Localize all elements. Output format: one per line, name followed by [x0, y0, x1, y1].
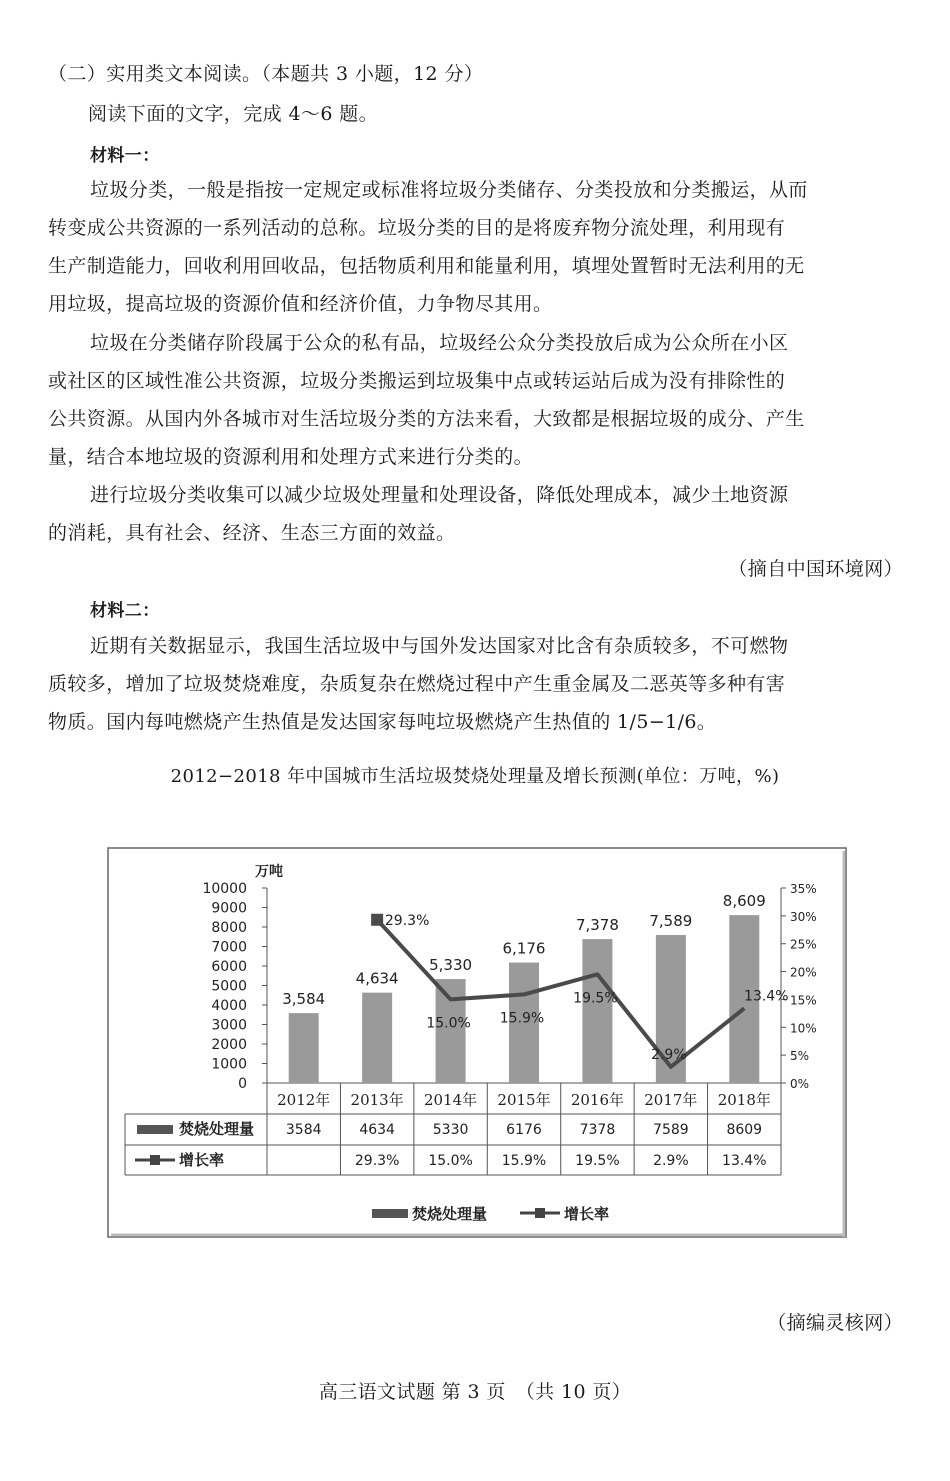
material1-source: （摘自中国环境网）: [728, 558, 903, 580]
material1-line: 转变成公共资源的一系列活动的总称。垃圾分类的目的是将废弃物分流处理，利用现有: [48, 217, 786, 239]
material2-label: 材料二：: [90, 601, 160, 621]
table-cell: 5330: [432, 1122, 469, 1138]
material1-line: 或社区的区域性准公共资源，垃圾分类搬运到垃圾集中点或转运站后成为没有排除性的: [48, 370, 786, 392]
page-footer: 高三语文试题 第 3 页 （共 10 页）: [318, 1381, 632, 1403]
material2-line: 近期有关数据显示，我国生活垃圾中与国外发达国家对比含有杂质较多，不可燃物: [90, 635, 789, 657]
table-cell: 15.9%: [501, 1153, 547, 1169]
table-cell: 13.4%: [722, 1153, 767, 1169]
table-cell: 8609: [726, 1122, 763, 1138]
material1-line: 量，结合本地垃圾的资源利用和处理方式来进行分类的。: [48, 446, 534, 468]
right-axis-tick-label: 30%: [790, 909, 817, 924]
table-cell: 3584: [285, 1122, 322, 1138]
section-heading: （二）实用类文本阅读。（本题共 3 小题，12 分）: [48, 63, 484, 85]
category-label: 2018年: [717, 1091, 771, 1109]
legend-line-marker: [535, 1208, 545, 1218]
table-cell: 7378: [579, 1122, 616, 1138]
material1-line: 垃圾在分类储存阶段属于公众的私有品，垃圾经公众分类投放后成为公众所在小区: [90, 332, 789, 354]
left-axis-tick-label: 0: [238, 1076, 247, 1092]
right-axis-tick-label: 5%: [790, 1049, 810, 1064]
left-axis-tick-label: 6000: [211, 959, 247, 975]
table-cell: 7589: [653, 1122, 689, 1138]
category-label: 2017年: [644, 1091, 698, 1109]
material1-line: 垃圾分类，一般是指按一定规定或标准将垃圾分类储存、分类投放和分类搬运，从而: [90, 179, 808, 201]
material1-line: 公共资源。从国内外各城市对生活垃圾分类的方法来看，大致都是根据垃圾的成分、产生: [48, 408, 805, 430]
left-axis-tick-label: 5000: [211, 978, 247, 995]
right-axis-tick-label: 35%: [790, 882, 817, 896]
bar-data-label: 5,330: [429, 956, 473, 975]
left-axis-tick-label: 4000: [211, 998, 247, 1014]
left-axis-tick-label: 2000: [211, 1037, 247, 1053]
material1-line: 生产制造能力，回收利用回收品，包括物质利用和能量利用，填埋处置暂时无法利用的无: [48, 255, 805, 277]
growth-data-label: 13.4%: [744, 988, 789, 1005]
bar: [289, 1013, 319, 1083]
material1-line: 用垃圾，提高垃圾的资源价值和经济价值，力争物尽其用。: [48, 293, 553, 315]
table-cell: 2.9%: [653, 1153, 689, 1169]
left-axis-tick-label: 1000: [211, 1056, 247, 1073]
bar: [582, 939, 612, 1083]
left-axis-tick-label: 7000: [211, 939, 247, 956]
left-axis-tick-label: 9000: [211, 900, 247, 917]
material1-label: 材料一：: [90, 146, 160, 166]
bar-data-label: 8,609: [722, 892, 766, 911]
table-row-legend: 增长率: [179, 1151, 225, 1169]
growth-data-label: 29.3%: [384, 912, 430, 929]
growth-data-label: 15.9%: [499, 1010, 545, 1027]
left-axis-label: 万吨: [255, 864, 283, 880]
material1-line: 的消耗，具有社会、经济、生态三方面的效益。: [48, 522, 456, 544]
instruction: 阅读下面的文字，完成 4～6 题。: [88, 103, 379, 125]
category-label: 2016年: [570, 1091, 625, 1109]
table-cell: 15.0%: [428, 1153, 473, 1169]
growth-marker: [371, 914, 383, 926]
growth-data-label: 2.9%: [651, 1046, 687, 1063]
bar: [362, 993, 392, 1083]
category-label: 2013年: [350, 1091, 404, 1109]
table-cell: 29.3%: [354, 1153, 400, 1169]
left-axis-tick-label: 3000: [211, 1017, 247, 1034]
material2-line: 物质。国内每吨燃烧产生热值是发达国家每吨垃圾燃烧产生热值的 1/5−1/6。: [48, 711, 717, 733]
chart-svg: [107, 847, 847, 1238]
table-legend-bar-swatch: [137, 1125, 173, 1134]
bar-data-label: 4,634: [355, 969, 399, 988]
legend-line-label: 增长率: [564, 1205, 610, 1223]
bar-data-label: 6,176: [502, 939, 546, 958]
table-cell: 19.5%: [575, 1153, 620, 1169]
right-axis-tick-label: 25%: [790, 937, 817, 952]
left-axis-tick-label: 10000: [202, 881, 247, 897]
growth-data-label: 19.5%: [573, 990, 618, 1007]
right-axis-tick-label: 10%: [790, 1021, 817, 1036]
bar-data-label: 7,589: [649, 912, 693, 931]
category-label: 2014年: [423, 1091, 478, 1109]
table-cell: 4634: [359, 1122, 395, 1138]
legend-bar-label: 焚烧处理量: [412, 1205, 488, 1223]
bar-data-label: 3,584: [282, 990, 326, 1009]
growth-data-label: 15.0%: [426, 1015, 471, 1032]
table-legend-line-marker: [150, 1155, 160, 1165]
left-axis-tick-label: 8000: [211, 920, 247, 936]
category-label: 2012年: [277, 1091, 331, 1109]
material2-line: 质较多，增加了垃圾焚烧难度，杂质复杂在燃烧过程中产生重金属及二恶英等多种有害: [48, 673, 786, 695]
legend-bar-swatch: [372, 1209, 408, 1218]
material2-source: （摘编灵核网）: [767, 1312, 903, 1334]
chart: [107, 847, 847, 1238]
right-axis-tick-label: 20%: [790, 965, 817, 980]
bar-data-label: 7,378: [575, 916, 619, 935]
table-row-legend: 焚烧处理量: [179, 1120, 255, 1138]
chart-title: 2012−2018 年中国城市生活垃圾焚烧处理量及增长预测(单位：万吨，%): [170, 766, 780, 787]
category-label: 2015年: [497, 1091, 551, 1109]
right-axis-tick-label: 15%: [790, 993, 817, 1008]
table-cell: 6176: [506, 1122, 542, 1138]
material1-line: 进行垃圾分类收集可以减少垃圾处理量和处理设备，降低处理成本，减少土地资源: [90, 484, 789, 506]
right-axis-tick-label: 0%: [790, 1077, 810, 1091]
